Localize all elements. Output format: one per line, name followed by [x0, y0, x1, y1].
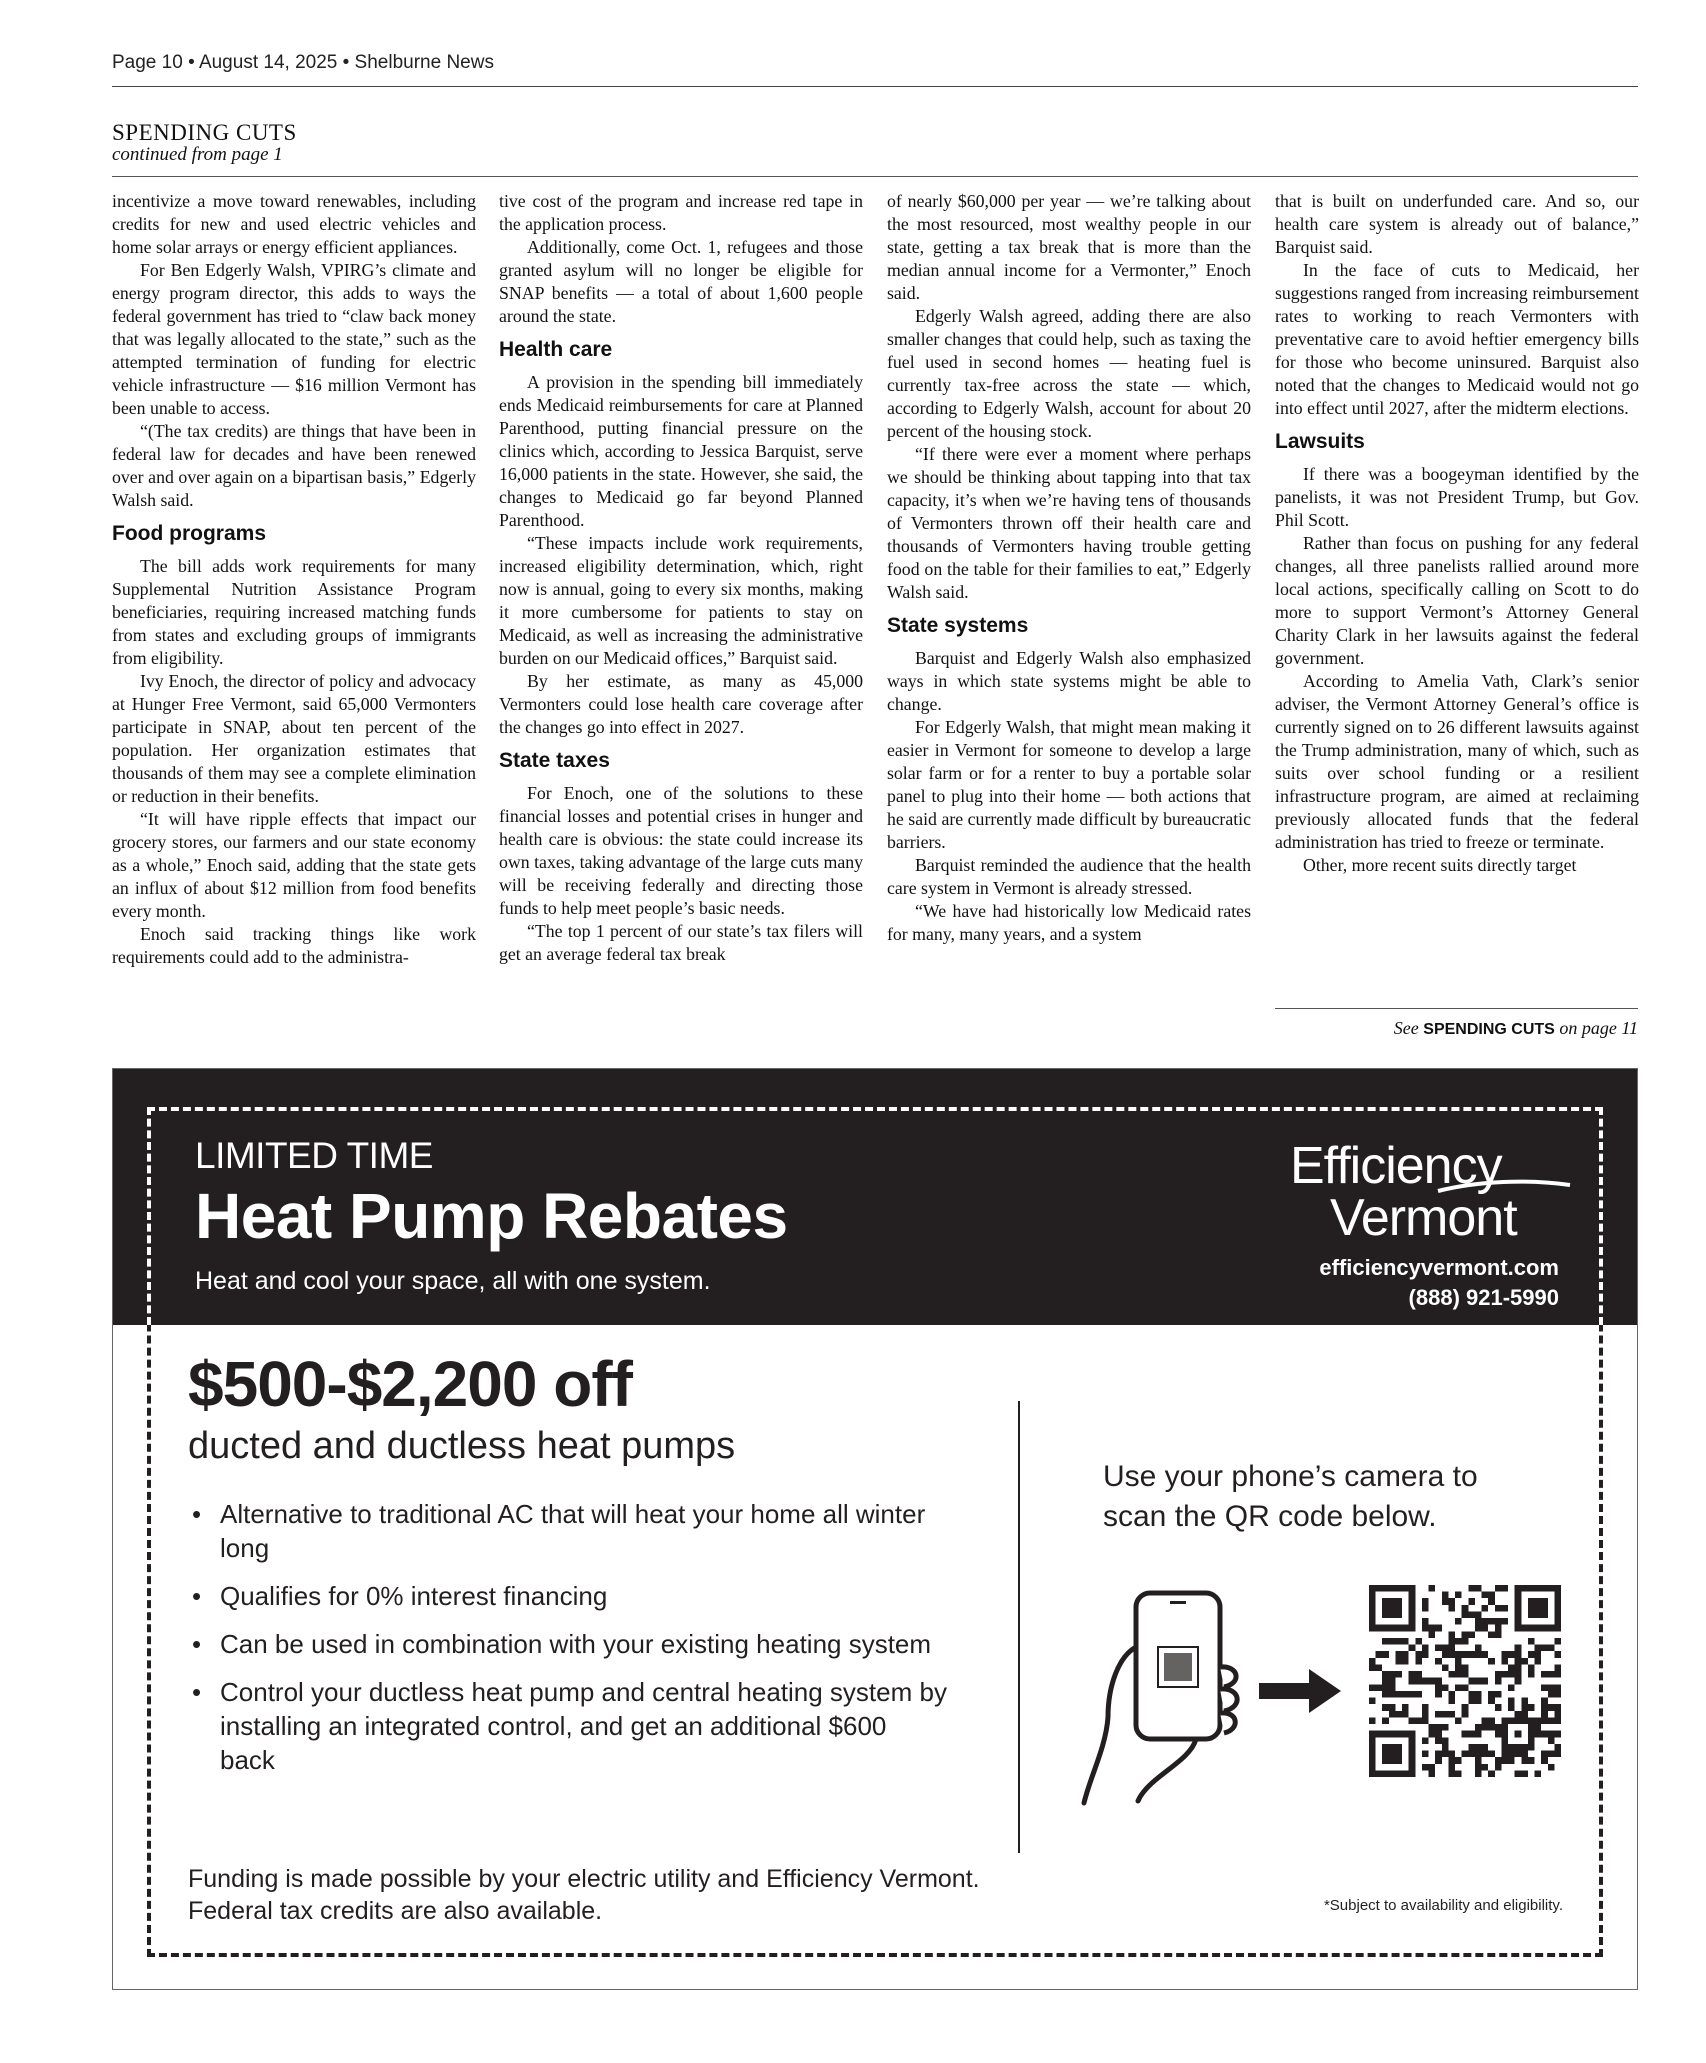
logo-line-2: Vermont: [1330, 1189, 1517, 1245]
article-paragraph: “It will have ripple effects that impact our grocery stores, our farmers and our state economy as a whole,” Enoch said, adding that the state gets an influx of about $12 million from food benefits every month.: [112, 809, 476, 921]
article-paragraph: Barquist reminded the audience that the health care system in Vermont is already stressed.: [887, 855, 1251, 898]
qr-code[interactable]: [1369, 1585, 1561, 1777]
ad-website[interactable]: efficiencyvermont.com: [1319, 1255, 1559, 1280]
continued-from-line: continued from page 1: [112, 144, 283, 165]
arrow-right-icon: [1255, 1663, 1345, 1719]
article-paragraph: “If there were ever a moment where perhaps we should be thinking about tapping into that tax capacity, it’s when we’re having tens of thousands of Vermonters thrown off their health care and thousands of Vermonters having trouble getting food on the table for their families to eat,” Edgerly Walsh said.: [887, 444, 1251, 602]
ad-disclaimer: *Subject to availability and eligibility.: [1323, 1897, 1563, 1914]
article-paragraph: The bill adds work requirements for many Supplemental Nutrition Assistance Program beneficiaries, requiring increased matching funds from states and excluding groups of immigrants from eligibility.: [112, 556, 476, 668]
ad-price-offer: $500-$2,200 off: [188, 1348, 632, 1420]
list-item: • Control your ductless heat pump and central heating system by installing an integrated control, and get an additional $600 back: [188, 1675, 948, 1777]
article-paragraph: Enoch said tracking things like work requirements could add to the administra-: [112, 924, 476, 967]
efficiency-vermont-logo: [1288, 1133, 1578, 1245]
article-paragraph: In the face of cuts to Medicaid, her suggestions ranged from increasing reimbursement rates to working to reach Vermonters with preventative care to avoid heftier emergency bills for those who become uninsured. Barquist also noted that the changes to Medicaid would not go into effect until 2027, after the midterm elections.: [1275, 260, 1639, 418]
jump-slug: SPENDING CUTS: [1423, 1021, 1555, 1038]
header-rule: [112, 86, 1638, 87]
article-paragraph: incentivize a move toward renewables, including credits for new and used electric vehicles and home solar arrays or energy efficient appliances.: [112, 191, 476, 257]
ad-benefits-list: [188, 1497, 948, 1791]
section-subhead: Health care: [499, 338, 613, 361]
article-paragraph: According to Amelia Vath, Clark’s senior adviser, the Vermont Attorney General’s office is currently signed on to 26 different lawsuits against the Trump administration, many of which, such as suits over school funding or a resilient infrastructure program, are aimed at reclaiming previously allocated funds that the federal administration has tried to freeze or terminate.: [1275, 671, 1639, 852]
kicker-rule: [112, 176, 1638, 177]
ad-phone[interactable]: (888) 921-5990: [1408, 1285, 1559, 1310]
heat-pump-advertisement: [112, 1068, 1638, 1990]
jump-rule: [1275, 1008, 1638, 1009]
article-paragraph: For Enoch, one of the solutions to these financial losses and potential crises in hunger and health care is obvious: the state could increase its own taxes, taking advantage of the large cuts many will be receiving federally and directing those funds to help meet people’s basic needs.: [499, 783, 863, 918]
logo-line-1: Efficiency: [1290, 1137, 1502, 1195]
article-paragraph: “The top 1 percent of our state’s tax filers will get an average federal tax break: [499, 921, 863, 964]
article-paragraph: For Edgerly Walsh, that might mean making it easier in Vermont for someone to develop a large solar farm or for a renter to buy a portable solar panel to plug into their home — both actions that he said are currently made difficult by bureaucratic barriers.: [887, 717, 1251, 852]
ad-subtitle: Heat and cool your space, all with one system.: [195, 1267, 711, 1295]
article-column-1: [112, 190, 476, 969]
section-subhead: Lawsuits: [1275, 430, 1365, 453]
article-paragraph: For Ben Edgerly Walsh, VPIRG’s climate and energy program director, this adds to ways the federal government has tried to “claw back money that was legally allocated to the state,” such as the attempted termination of funding for electric vehicle infrastructure — $16 million Vermont has been unable to access.: [112, 260, 476, 418]
article-paragraph: Rather than focus on pushing for any federal changes, all three panelists rallied around more local actions, specifically calling on Scott to do more to support Vermont’s Attorney General Charity Clark in her lawsuits against the federal government.: [1275, 533, 1639, 668]
article-column-3: [887, 190, 1251, 946]
jump-suffix: on page 11: [1554, 1018, 1638, 1038]
article-paragraph: “We have had historically low Medicaid rates for many, many years, and a system: [887, 901, 1251, 944]
article-paragraph: Edgerly Walsh agreed, adding there are also smaller changes that could help, such as taxing the fuel used in second homes — heating fuel is currently tax-free across the state — which, according to Edgerly Walsh, account for about 20 percent of the housing stock.: [887, 306, 1251, 441]
article-paragraph: Additionally, come Oct. 1, refugees and those granted asylum will no longer be eligible for SNAP benefits — a total of about 1,600 people around the state.: [499, 237, 863, 326]
list-item: • Can be used in combination with your existing heating system: [188, 1627, 948, 1661]
article-paragraph: tive cost of the program and increase red tape in the application process.: [499, 191, 863, 234]
ad-price-subtitle: ducted and ductless heat pumps: [188, 1425, 736, 1467]
section-subhead: State taxes: [499, 749, 610, 772]
ad-title: Heat Pump Rebates: [195, 1180, 788, 1252]
hand-holding-phone-icon: [1078, 1587, 1258, 1809]
article-paragraph: Ivy Enoch, the director of policy and advocacy at Hunger Free Vermont, said 65,000 Vermonters participate in SNAP, about ten percent of the population. Her organization estimates that thousands of them may see a complete elimination or reduction in their benefits.: [112, 671, 476, 806]
article-paragraph: A provision in the spending bill immediately ends Medicaid reimbursements for care at Planned Parenthood, putting financial pressure on the clinics which, according to Jessica Barquist, serve 16,000 patients in the state. However, she said, the changes to Medicaid go far beyond Planned Parenthood.: [499, 372, 863, 530]
ad-scan-instructions: Use your phone’s camera to scan the QR code below.: [1103, 1460, 1478, 1533]
article-paragraph: By her estimate, as many as 45,000 Vermonters could lose health care coverage after the changes go into effect in 2027.: [499, 671, 863, 737]
article-column-4: [1275, 190, 1639, 877]
story-kicker: SPENDING CUTS: [112, 120, 297, 145]
section-subhead: Food programs: [112, 522, 267, 545]
jump-prefix: See: [1393, 1018, 1424, 1038]
article-paragraph: of nearly $60,000 per year — we’re talking about the most resourced, most wealthy people in our state, getting a tax break that is more than the median annual income for a Vermonter,” Enoch said.: [887, 191, 1251, 303]
section-subhead: State systems: [887, 614, 1029, 637]
list-item: • Qualifies for 0% interest financing: [188, 1579, 948, 1613]
article-paragraph: Barquist and Edgerly Walsh also emphasized ways in which state systems might be able to change.: [887, 648, 1251, 714]
continued-on-line: [1275, 1018, 1638, 1039]
list-item: • Alternative to traditional AC that will heat your home all winter long: [188, 1497, 948, 1565]
ad-funding-note: Funding is made possible by your electric utility and Efficiency Vermont. Federal tax credits are also available.: [188, 1865, 980, 1925]
article-paragraph: that is built on underfunded care. And so, our health care system is already out of balance,” Barquist said.: [1275, 191, 1639, 257]
ad-eyebrow: LIMITED TIME: [195, 1135, 433, 1176]
ad-vertical-divider: [1018, 1401, 1020, 1853]
article-paragraph: “(The tax credits) are things that have been in federal law for decades and have been renewed over and over again on a bipartisan basis,” Edgerly Walsh said.: [112, 421, 476, 510]
article-column-2: [499, 190, 863, 966]
article-paragraph: “These impacts include work requirements, increased eligibility determination, which, right now is annual, going to every six months, making it more cumbersome for patients to stay on Medicaid, as well as increasing the administrative burden on our Medicaid offices,” Barquist said.: [499, 533, 863, 668]
article-paragraph: Other, more recent suits directly target: [1303, 855, 1577, 875]
page-folio: Page 10 • August 14, 2025 • Shelburne News: [112, 52, 494, 73]
article-paragraph: If there was a boogeyman identified by the panelists, it was not President Trump, but Gov. Phil Scott.: [1275, 464, 1639, 530]
